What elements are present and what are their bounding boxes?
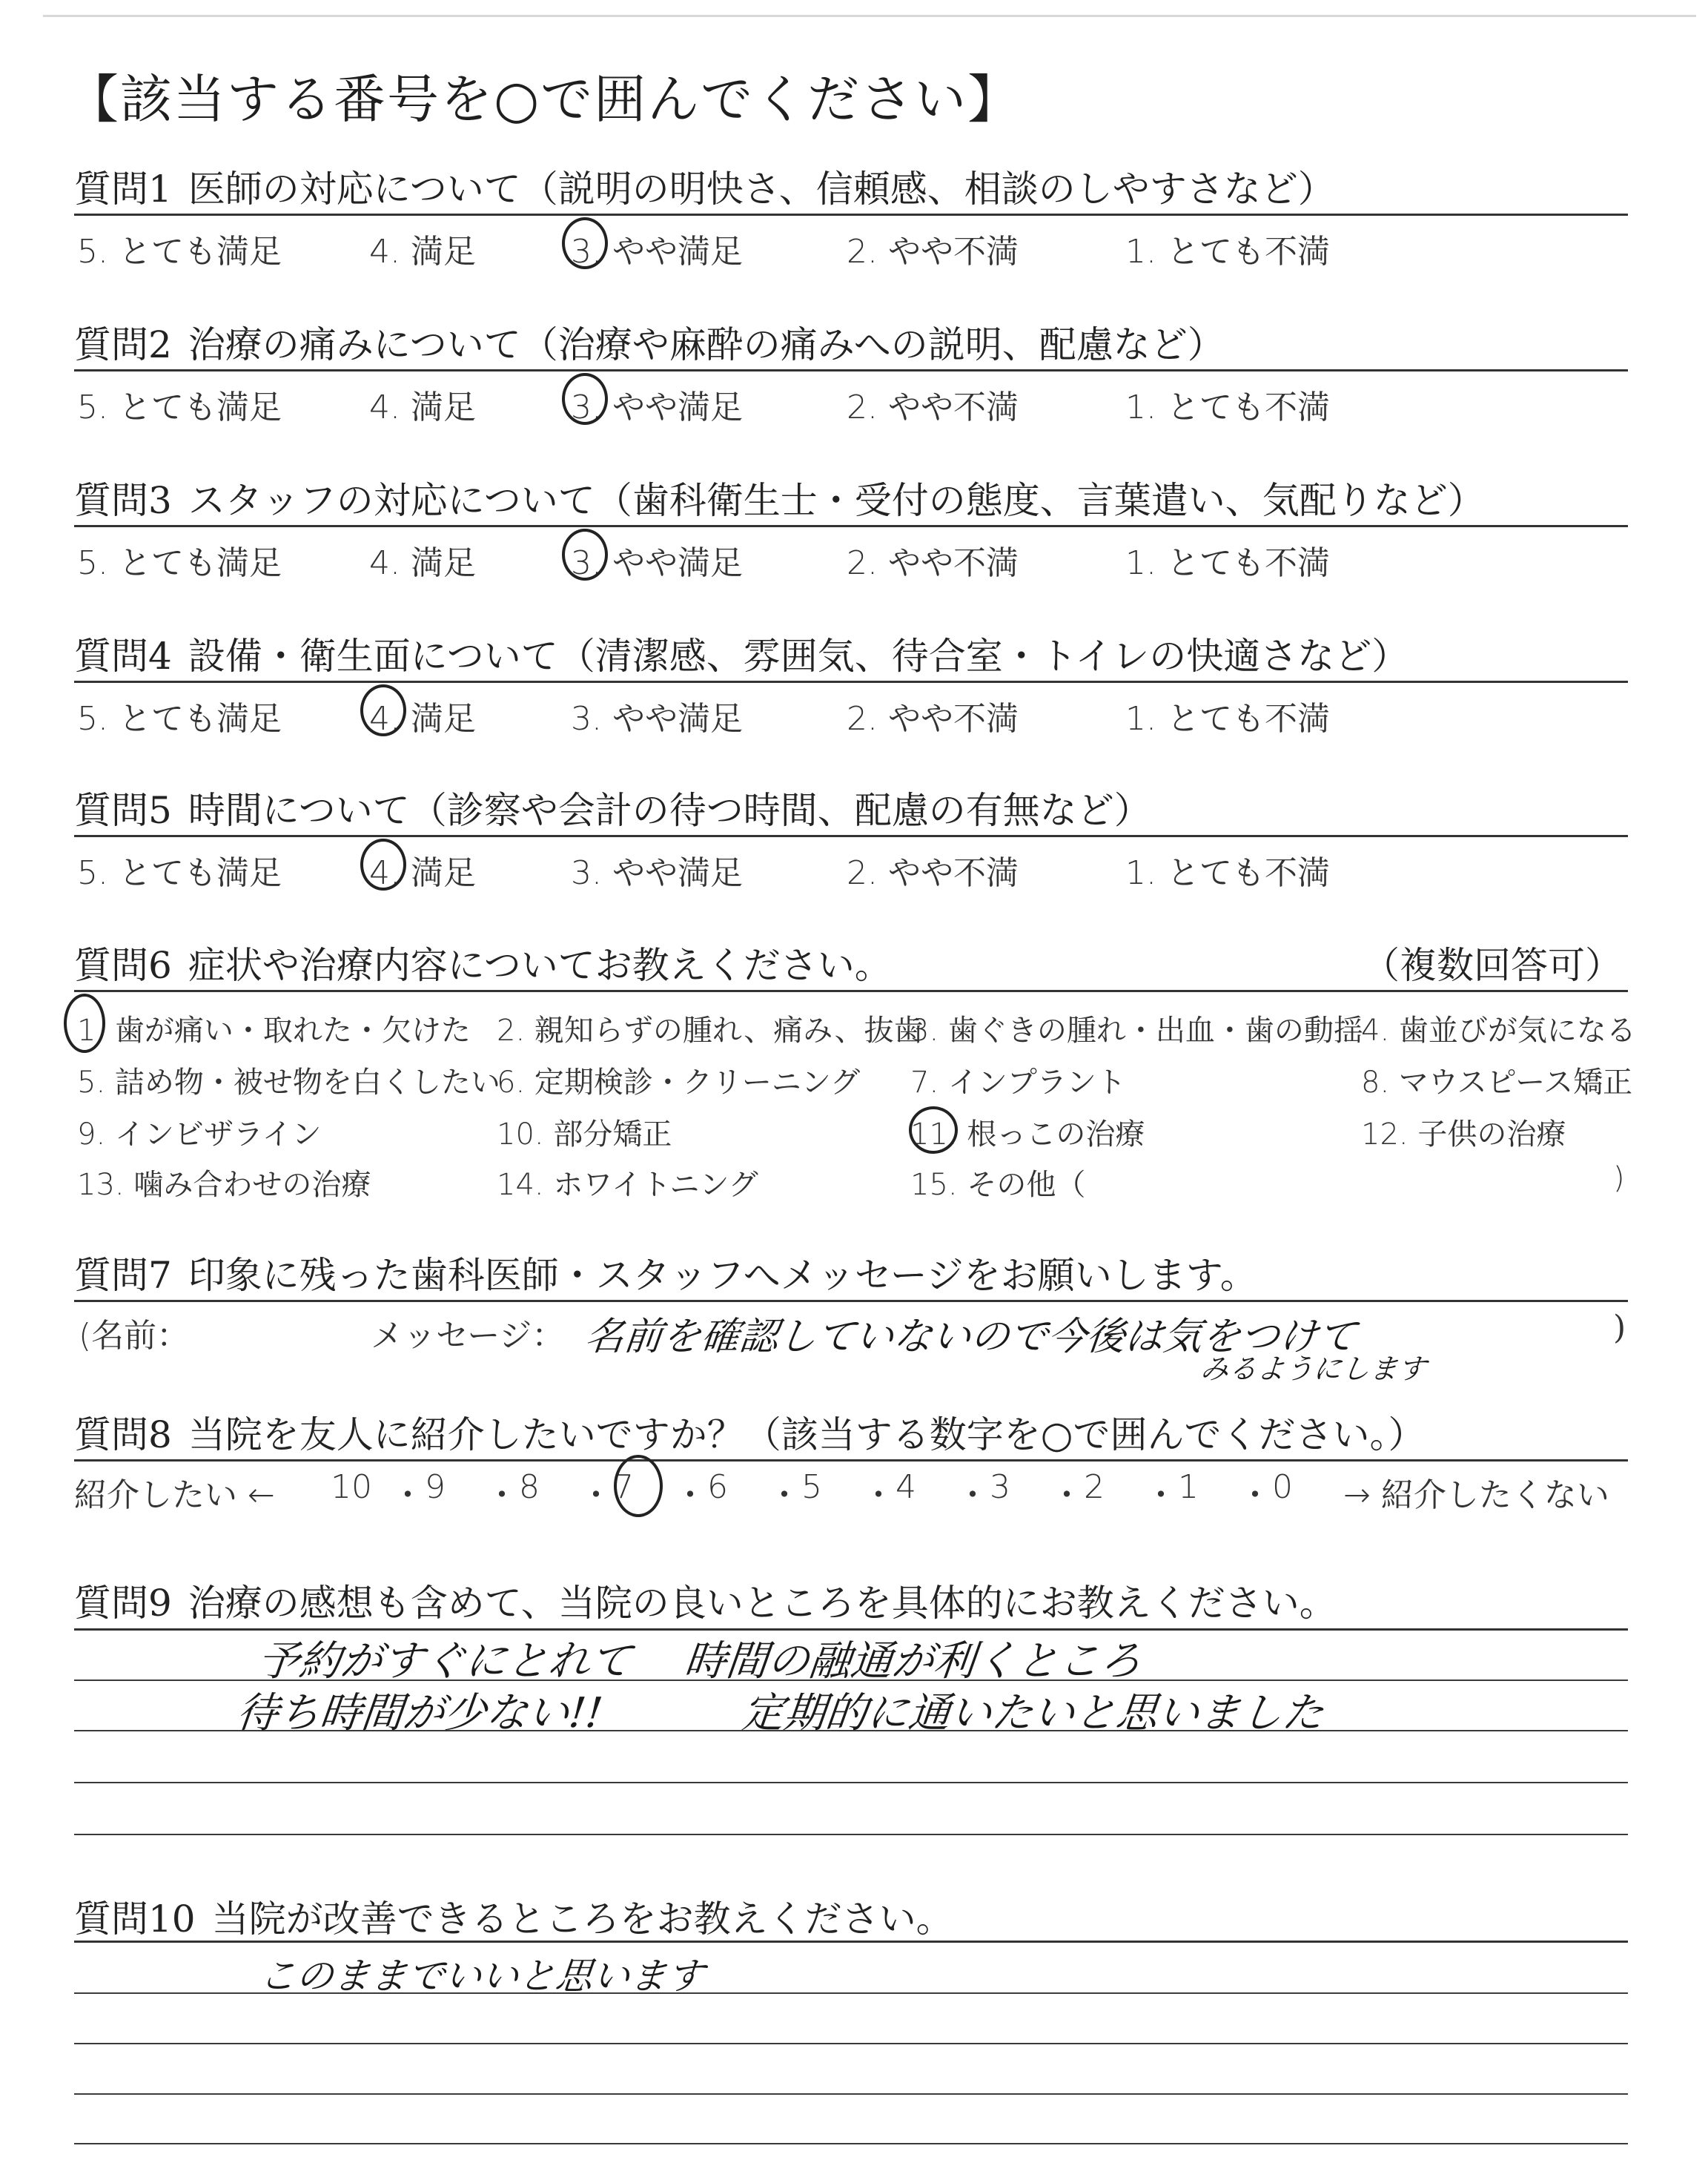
q9-line-3 (74, 1782, 1628, 1783)
q8-scale-separator: ・ (391, 1476, 424, 1514)
q7-message-line2: みるようにします (1199, 1353, 1428, 1385)
q8-scale-9[interactable]: 9 (425, 1468, 446, 1506)
q6-option-9[interactable]: 9. インビザライン (77, 1117, 322, 1152)
q1-option-1[interactable]: 1. とても不満 (1125, 233, 1330, 271)
q3-option-3[interactable]: 3. やや満足 (571, 544, 743, 582)
q8-scale-3[interactable]: 3 (990, 1468, 1010, 1506)
q6-rule (74, 990, 1628, 992)
q2-option-5[interactable]: 5. とても満足 (77, 389, 282, 426)
q8-scale-7[interactable]: 7 (613, 1468, 634, 1506)
q6-other-close-paren: ) (1613, 1161, 1625, 1195)
q5-text: 時間について（診察や会計の待つ時間、配慮の有無など） (188, 789, 1151, 832)
q8-number: 質問8 (74, 1413, 172, 1456)
q8-scale-separator: ・ (862, 1476, 895, 1514)
q6-option-8[interactable]: 8. マウスピース矯正 (1361, 1066, 1633, 1100)
q4-option-4[interactable]: 4. 満足 (369, 700, 476, 738)
q3-rule (74, 525, 1628, 527)
q3-option-1[interactable]: 1. とても不満 (1125, 544, 1330, 582)
q3-option-4[interactable]: 4. 満足 (369, 544, 476, 582)
q6-answer-circle-11 (909, 1106, 958, 1154)
q5-option-5[interactable]: 5. とても満足 (77, 854, 282, 892)
q8-answer-circle (614, 1455, 663, 1517)
q2-rule (74, 369, 1628, 371)
q1-answer-circle (562, 217, 608, 269)
q10-line-4 (74, 2143, 1628, 2144)
q6-note: （複数回答可） (1363, 944, 1622, 987)
q8-scale-1[interactable]: 1 (1178, 1468, 1199, 1506)
q2-number: 質問2 (74, 323, 172, 366)
q5-number: 質問5 (74, 789, 172, 832)
q3-answer-circle (562, 529, 608, 581)
q6-number: 質問6 (74, 944, 172, 987)
q1-text: 医師の対応について（説明の明快さ、信頼感、相談のしやすさなど） (188, 168, 1335, 211)
q6-text: 症状や治療内容についてお教えください。 (188, 944, 892, 987)
q4-rule (74, 681, 1628, 683)
q5-answer-circle (360, 839, 406, 891)
q6-option-10[interactable]: 10. 部分矯正 (497, 1117, 672, 1152)
q2-option-4[interactable]: 4. 満足 (369, 389, 476, 426)
q8-scale-5[interactable]: 5 (801, 1468, 822, 1506)
q5-option-4[interactable]: 4. 満足 (369, 854, 476, 892)
q10-number: 質問10 (74, 1898, 196, 1941)
q5-option-2[interactable]: 2. やや不満 (847, 854, 1019, 892)
q1-number: 質問1 (74, 168, 172, 211)
q8-scale-2[interactable]: 2 (1084, 1468, 1105, 1506)
q7-number: 質問7 (74, 1254, 172, 1297)
q2-option-1[interactable]: 1. とても不満 (1125, 389, 1330, 426)
q6-option-2[interactable]: 2. 親知らずの腫れ、痛み、抜歯 (497, 1014, 924, 1048)
q6-option-13[interactable]: 13. 噛み合わせの治療 (77, 1168, 371, 1202)
q8-text: 当院を友人に紹介したいですか？（該当する数字を○で囲んでください。） (188, 1413, 1426, 1456)
top-border (43, 15, 1696, 17)
q6-option-15[interactable]: 15. その他（ (910, 1168, 1086, 1202)
q2-text: 治療の痛みについて（治療や麻酔の痛みへの説明、配慮など） (188, 323, 1225, 366)
q1-option-3[interactable]: 3. やや満足 (571, 233, 743, 271)
q4-text: 設備・衛生面について（清潔感、雰囲気、待合室・トイレの快適さなど） (188, 635, 1409, 678)
q8-scale-separator: ・ (956, 1476, 989, 1514)
q5-option-1[interactable]: 1. とても不満 (1125, 854, 1330, 892)
q7-text: 印象に残った歯科医師・スタッフへメッセージをお願いします。 (188, 1254, 1257, 1297)
q6-option-3[interactable]: 3. 歯ぐきの腫れ・出血・歯の動揺 (910, 1014, 1363, 1048)
q8-scale-separator: ・ (768, 1476, 801, 1514)
q6-option-12[interactable]: 12. 子供の治療 (1361, 1117, 1566, 1152)
q7-rule (74, 1300, 1628, 1302)
q8-scale-separator: ・ (580, 1476, 612, 1514)
q4-title (74, 627, 1409, 680)
q2-option-2[interactable]: 2. やや不満 (847, 389, 1019, 426)
q5-rule (74, 835, 1628, 837)
q2-answer-circle (562, 373, 608, 425)
q10-rule (74, 1941, 1628, 1943)
q6-option-1[interactable]: 1. 歯が痛い・取れた・欠けた (77, 1014, 471, 1048)
q8-scale-4[interactable]: 4 (896, 1468, 916, 1506)
q2-option-3[interactable]: 3. やや満足 (571, 389, 743, 426)
q6-option-4[interactable]: 4. 歯並びが気になる (1361, 1014, 1636, 1048)
q10-answer: このままでいいと思います (256, 1955, 706, 1998)
q8-scale-separator: ・ (674, 1476, 706, 1514)
q8-scale-0[interactable]: 0 (1272, 1468, 1293, 1506)
q7-message-label: メッセージ： (371, 1317, 565, 1355)
q3-option-2[interactable]: 2. やや不満 (847, 544, 1019, 582)
q3-option-5[interactable]: 5. とても満足 (77, 544, 282, 582)
q9-answer-1b: 時間の融通が利くところ (682, 1637, 1144, 1685)
q8-title (74, 1405, 1425, 1459)
q8-rule (74, 1459, 1628, 1462)
q4-option-2[interactable]: 2. やや不満 (847, 700, 1019, 738)
page-header: 【該当する番号を○で囲んでください】 (67, 69, 1022, 130)
q10-text: 当院が改善できるところをお教えください。 (211, 1898, 953, 1941)
q8-right-label: → 紹介したくない (1343, 1476, 1609, 1514)
q1-option-2[interactable]: 2. やや不満 (847, 233, 1019, 271)
q8-scale-8[interactable]: 8 (519, 1468, 540, 1506)
q1-title (74, 159, 1335, 213)
q10-title (74, 1889, 953, 1943)
q7-message-line1: 名前を確認していないので今後は気をつけて (583, 1315, 1359, 1359)
q9-answer-1a: 予約がすぐにとれて (255, 1637, 634, 1685)
q8-scale-separator: ・ (486, 1476, 518, 1514)
q4-option-5[interactable]: 5. とても満足 (77, 700, 282, 738)
q1-option-4[interactable]: 4. 満足 (369, 233, 476, 271)
q4-option-1[interactable]: 1. とても不満 (1125, 700, 1330, 738)
q6-title (74, 936, 892, 989)
q8-left-label: 紹介したい ← (74, 1476, 275, 1514)
q10-line-3 (74, 2093, 1628, 2095)
q7-title (74, 1246, 1257, 1299)
q6-option-11[interactable]: 11. 根っこの治療 (910, 1117, 1145, 1152)
q3-number: 質問3 (74, 479, 172, 522)
q1-option-5[interactable]: 5. とても満足 (77, 233, 282, 271)
q6-option-7[interactable]: 7. インプラント (910, 1066, 1126, 1100)
q6-option-6[interactable]: 6. 定期検診・クリーニング (497, 1066, 861, 1100)
q8-scale-10[interactable]: 10 (331, 1468, 372, 1506)
q9-number: 質問9 (74, 1582, 172, 1625)
q4-number: 質問4 (74, 635, 172, 678)
q1-rule (74, 214, 1628, 216)
q4-option-3[interactable]: 3. やや満足 (571, 700, 743, 738)
q5-option-3[interactable]: 3. やや満足 (571, 854, 743, 892)
q5-title (74, 781, 1151, 834)
q9-title (74, 1573, 1337, 1627)
q6-answer-circle-1 (64, 994, 105, 1053)
q4-answer-circle (360, 684, 406, 736)
q9-text: 治療の感想も含めて、当院の良いところを具体的にお教えください。 (188, 1582, 1337, 1625)
q8-scale-6[interactable]: 6 (707, 1468, 728, 1506)
q3-text: スタッフの対応について（歯科衛生士・受付の態度、言葉遣い、気配りなど） (188, 479, 1485, 522)
q2-title (74, 315, 1225, 369)
q6-option-5[interactable]: 5. 詰め物・被せ物を白くしたい (77, 1066, 500, 1100)
q10-line-2 (74, 2043, 1628, 2044)
q8-scale-separator: ・ (1145, 1476, 1177, 1514)
q9-answer-2a: 待ち時間が少ない!! (234, 1689, 605, 1737)
q7-close-paren: ) (1613, 1309, 1626, 1347)
q3-title (74, 471, 1485, 524)
q8-scale-separator: ・ (1239, 1476, 1271, 1514)
q7-name-label: (名前： (79, 1317, 190, 1355)
q8-scale-separator: ・ (1050, 1476, 1083, 1514)
q9-line-4 (74, 1834, 1628, 1835)
q6-option-14[interactable]: 14. ホワイトニング (497, 1168, 758, 1202)
q9-answer-2b: 定期的に通いたいと思いました (740, 1689, 1326, 1737)
